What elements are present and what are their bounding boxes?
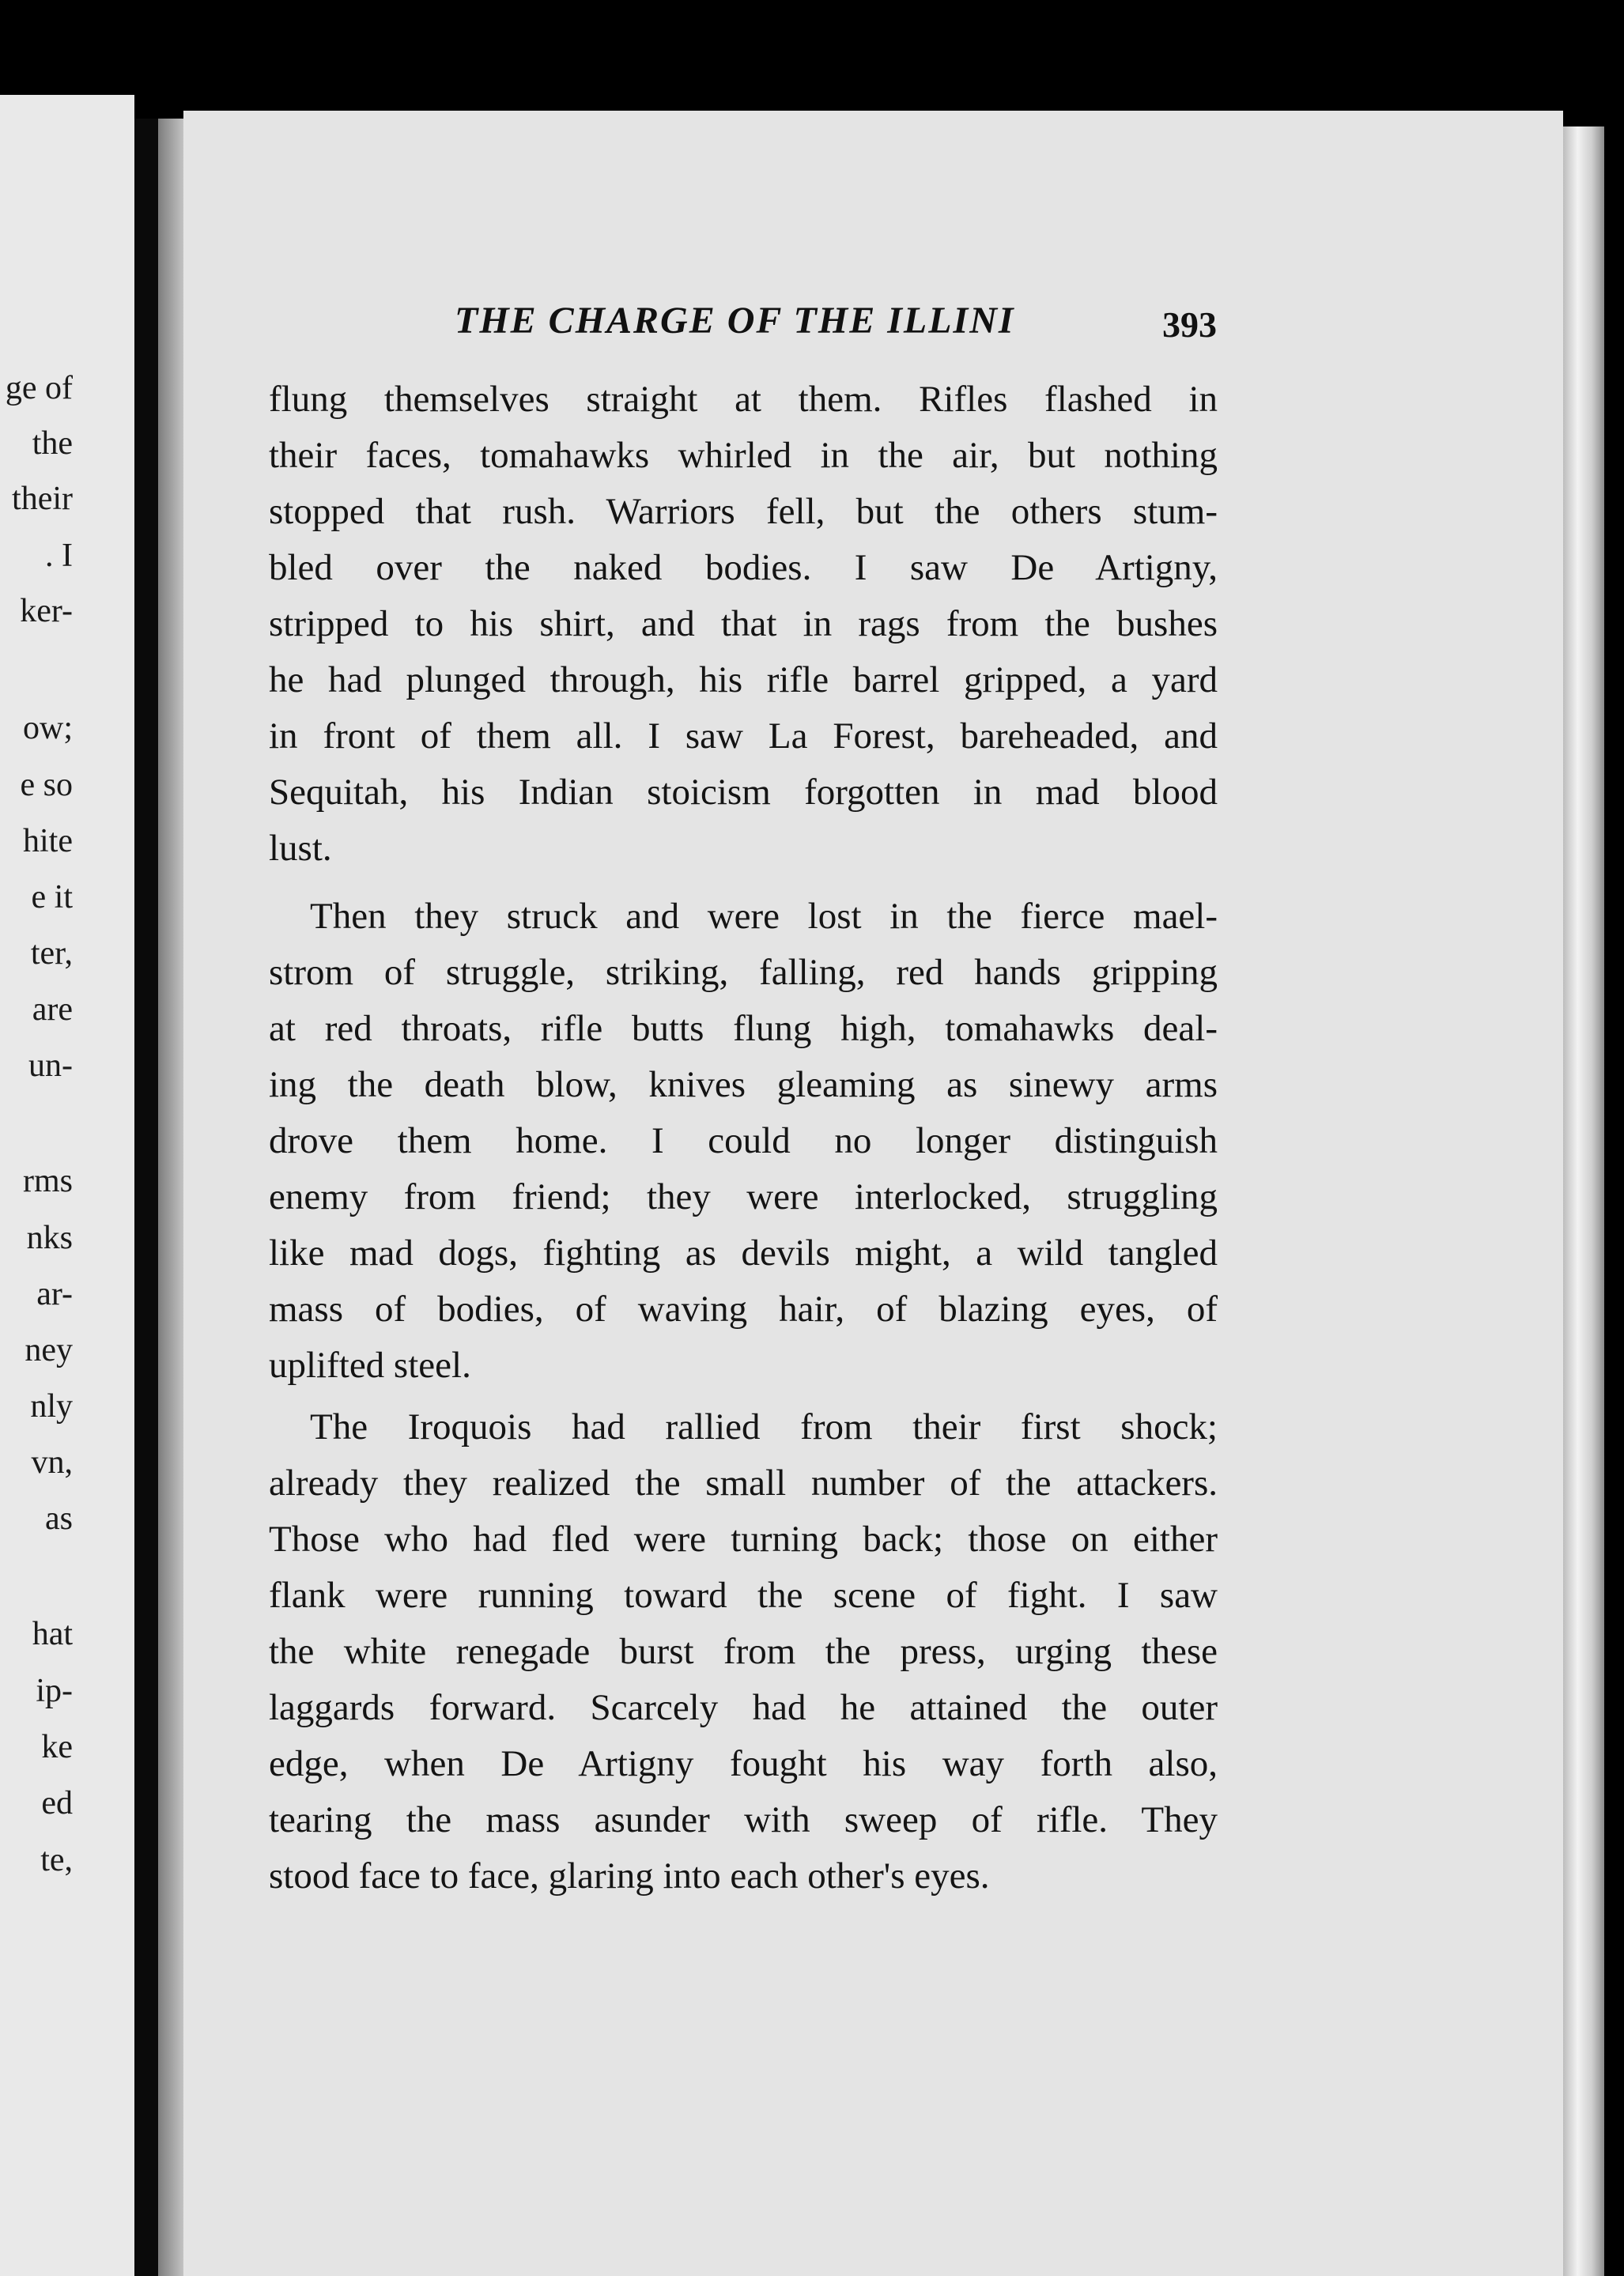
text-line: stood face to face, glaring into each other's eyes. xyxy=(269,1855,990,1897)
text-line: tearing the mass asunder with sweep of rifle. They xyxy=(269,1799,1218,1840)
previous-page xyxy=(0,95,134,2276)
text-line: bled over the naked bodies. I saw De Artigny, xyxy=(269,547,1218,588)
text-line: flung themselves straight at them. Rifles flashed in xyxy=(269,379,1218,420)
text-line: The Iroquois had rallied from their first shock; xyxy=(310,1406,1218,1448)
left-page-fragment: hat xyxy=(32,1616,73,1652)
text-line: stopped that rush. Warriors fell, but the others stum- xyxy=(269,491,1218,532)
left-page-fragment: ar- xyxy=(36,1276,73,1312)
text-line: Then they struck and were lost in the fierce mael- xyxy=(310,896,1218,937)
text-line: the white renegade burst from the press, urging these xyxy=(269,1631,1218,1672)
left-page-fragment: e so xyxy=(20,767,73,803)
text-line: at red throats, rifle butts flung high, tomahawks deal- xyxy=(269,1008,1218,1049)
page-number: 393 xyxy=(1162,304,1217,345)
left-page-fragment: rms xyxy=(23,1163,73,1199)
left-page-fragment: . I xyxy=(45,538,73,574)
text-line: mass of bodies, of waving hair, of blazing eyes, of xyxy=(269,1289,1218,1330)
left-page-fragment: hite xyxy=(23,823,73,859)
left-page-fragment: vn, xyxy=(31,1444,73,1481)
left-page-fragment: ow; xyxy=(23,710,73,746)
text-line: ing the death blow, knives gleaming as sinewy arms xyxy=(269,1064,1218,1105)
text-line: lust. xyxy=(269,828,332,869)
left-page-fragment: e it xyxy=(31,879,73,915)
left-page-fragment: te, xyxy=(40,1842,73,1878)
page-edge xyxy=(1563,126,1604,2276)
left-page-fragment: ge of xyxy=(5,370,73,406)
text-line: Sequitah, his Indian stoicism forgotten in mad blood xyxy=(269,772,1218,813)
text-line: enemy from friend; they were interlocked, struggling xyxy=(269,1176,1218,1217)
text-line: laggards forward. Scarcely had he attained the outer xyxy=(269,1687,1218,1728)
left-page-fragment: as xyxy=(45,1500,73,1537)
text-line: Those who had fled were turning back; those on either xyxy=(269,1519,1218,1560)
text-line: flank were running toward the scene of fight. I saw xyxy=(269,1575,1218,1616)
left-page-fragment: ker- xyxy=(20,593,73,629)
text-line: drove them home. I could no longer distinguish xyxy=(269,1120,1218,1161)
left-page-fragment: ed xyxy=(41,1785,73,1821)
left-page-fragment: are xyxy=(32,991,73,1028)
running-head: THE CHARGE OF THE ILLINI xyxy=(455,300,1015,342)
left-page-fragment: the xyxy=(32,425,73,462)
text-line: in front of them all. I saw La Forest, bareheaded, and xyxy=(269,715,1218,757)
text-line: like mad dogs, fighting as devils might, a wild tangled xyxy=(269,1232,1218,1274)
left-page-fragment: ke xyxy=(41,1729,73,1765)
book-spine xyxy=(134,119,158,2276)
text-line: edge, when De Artigny fought his way forth also, xyxy=(269,1743,1218,1784)
text-line: stripped to his shirt, and that in rags from the bushes xyxy=(269,603,1218,644)
left-page-fragment: un- xyxy=(28,1047,73,1084)
text-line: their faces, tomahawks whirled in the air, but nothing xyxy=(269,435,1218,476)
text-line: uplifted steel. xyxy=(269,1345,471,1386)
left-page-fragment: ney xyxy=(25,1332,73,1368)
left-page-fragment: nly xyxy=(30,1388,73,1425)
left-page-fragment: ter, xyxy=(30,935,73,972)
text-line: strom of struggle, striking, falling, red hands gripping xyxy=(269,952,1218,993)
left-page-fragment: their xyxy=(12,481,73,517)
text-line: he had plunged through, his rifle barrel gripped, a yard xyxy=(269,659,1218,700)
left-page-fragment: nks xyxy=(26,1220,73,1256)
text-line: already they realized the small number of the attackers. xyxy=(269,1463,1218,1504)
left-page-fragment: ip- xyxy=(36,1673,73,1709)
